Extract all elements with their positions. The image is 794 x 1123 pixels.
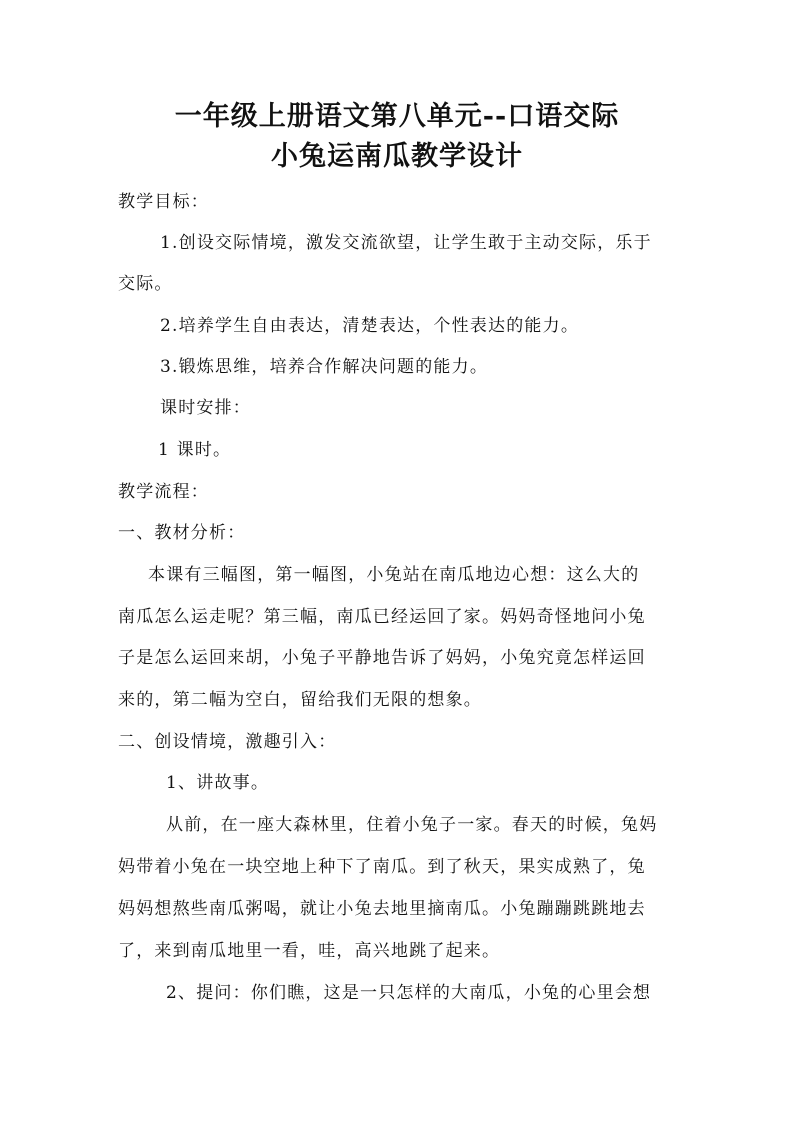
goal-2: 2.培养学生自由表达，清楚表达，个性表达的能力。 (160, 316, 580, 336)
document-title-line-1: 一年级上册语文第八单元--口语交际 (174, 101, 620, 132)
story-line-4: 了，来到南瓜地里一看，哇，高兴地跳了起来。 (118, 941, 501, 961)
schedule-value: 1 课时。 (158, 440, 232, 460)
section-2-heading: 二、创设情境，激趣引入： (118, 732, 337, 752)
goals-heading: 教学目标： (118, 192, 209, 212)
step-2-line-1: 2、提问：你们瞧，这是一只怎样的大南瓜，小兔的心里会想 (166, 983, 652, 1003)
story-line-3: 妈妈想熬些南瓜粥喝，就让小兔去地里摘南瓜。小兔蹦蹦跳跳地去 (118, 899, 646, 919)
analysis-line-1: 本课有三幅图，第一幅图，小兔站在南瓜地边心想：这么大的 (148, 565, 640, 585)
schedule-heading: 课时安排： (160, 398, 251, 418)
goal-1-line-1: 1.创设交际情境，激发交流欲望，让学生敢于主动交际，乐于 (160, 233, 652, 253)
analysis-line-3: 子是怎么运回来胡，小兔子平静地告诉了妈妈，小兔究竟怎样运回 (118, 648, 646, 668)
analysis-line-2: 南瓜怎么运走呢？第三幅，南瓜已经运回了家。妈妈奇怪地问小兔 (118, 607, 646, 627)
step-1-label: 1、讲故事。 (166, 773, 270, 793)
story-line-2: 妈带着小兔在一块空地上种下了南瓜。到了秋天，果实成熟了，兔 (118, 857, 646, 877)
process-heading: 教学流程： (118, 482, 209, 502)
goal-1-line-2: 交际。 (118, 274, 173, 294)
goal-3: 3.锻炼思维，培养合作解决问题的能力。 (160, 357, 489, 377)
section-1-heading: 一、教材分析： (118, 523, 246, 543)
story-line-1: 从前，在一座大森林里，住着小兔子一家。春天的时候，兔妈 (166, 815, 658, 835)
document-title-line-2: 小兔运南瓜教学设计 (271, 141, 523, 172)
analysis-line-4: 来的，第二幅为空白，留给我们无限的想象。 (118, 690, 482, 710)
